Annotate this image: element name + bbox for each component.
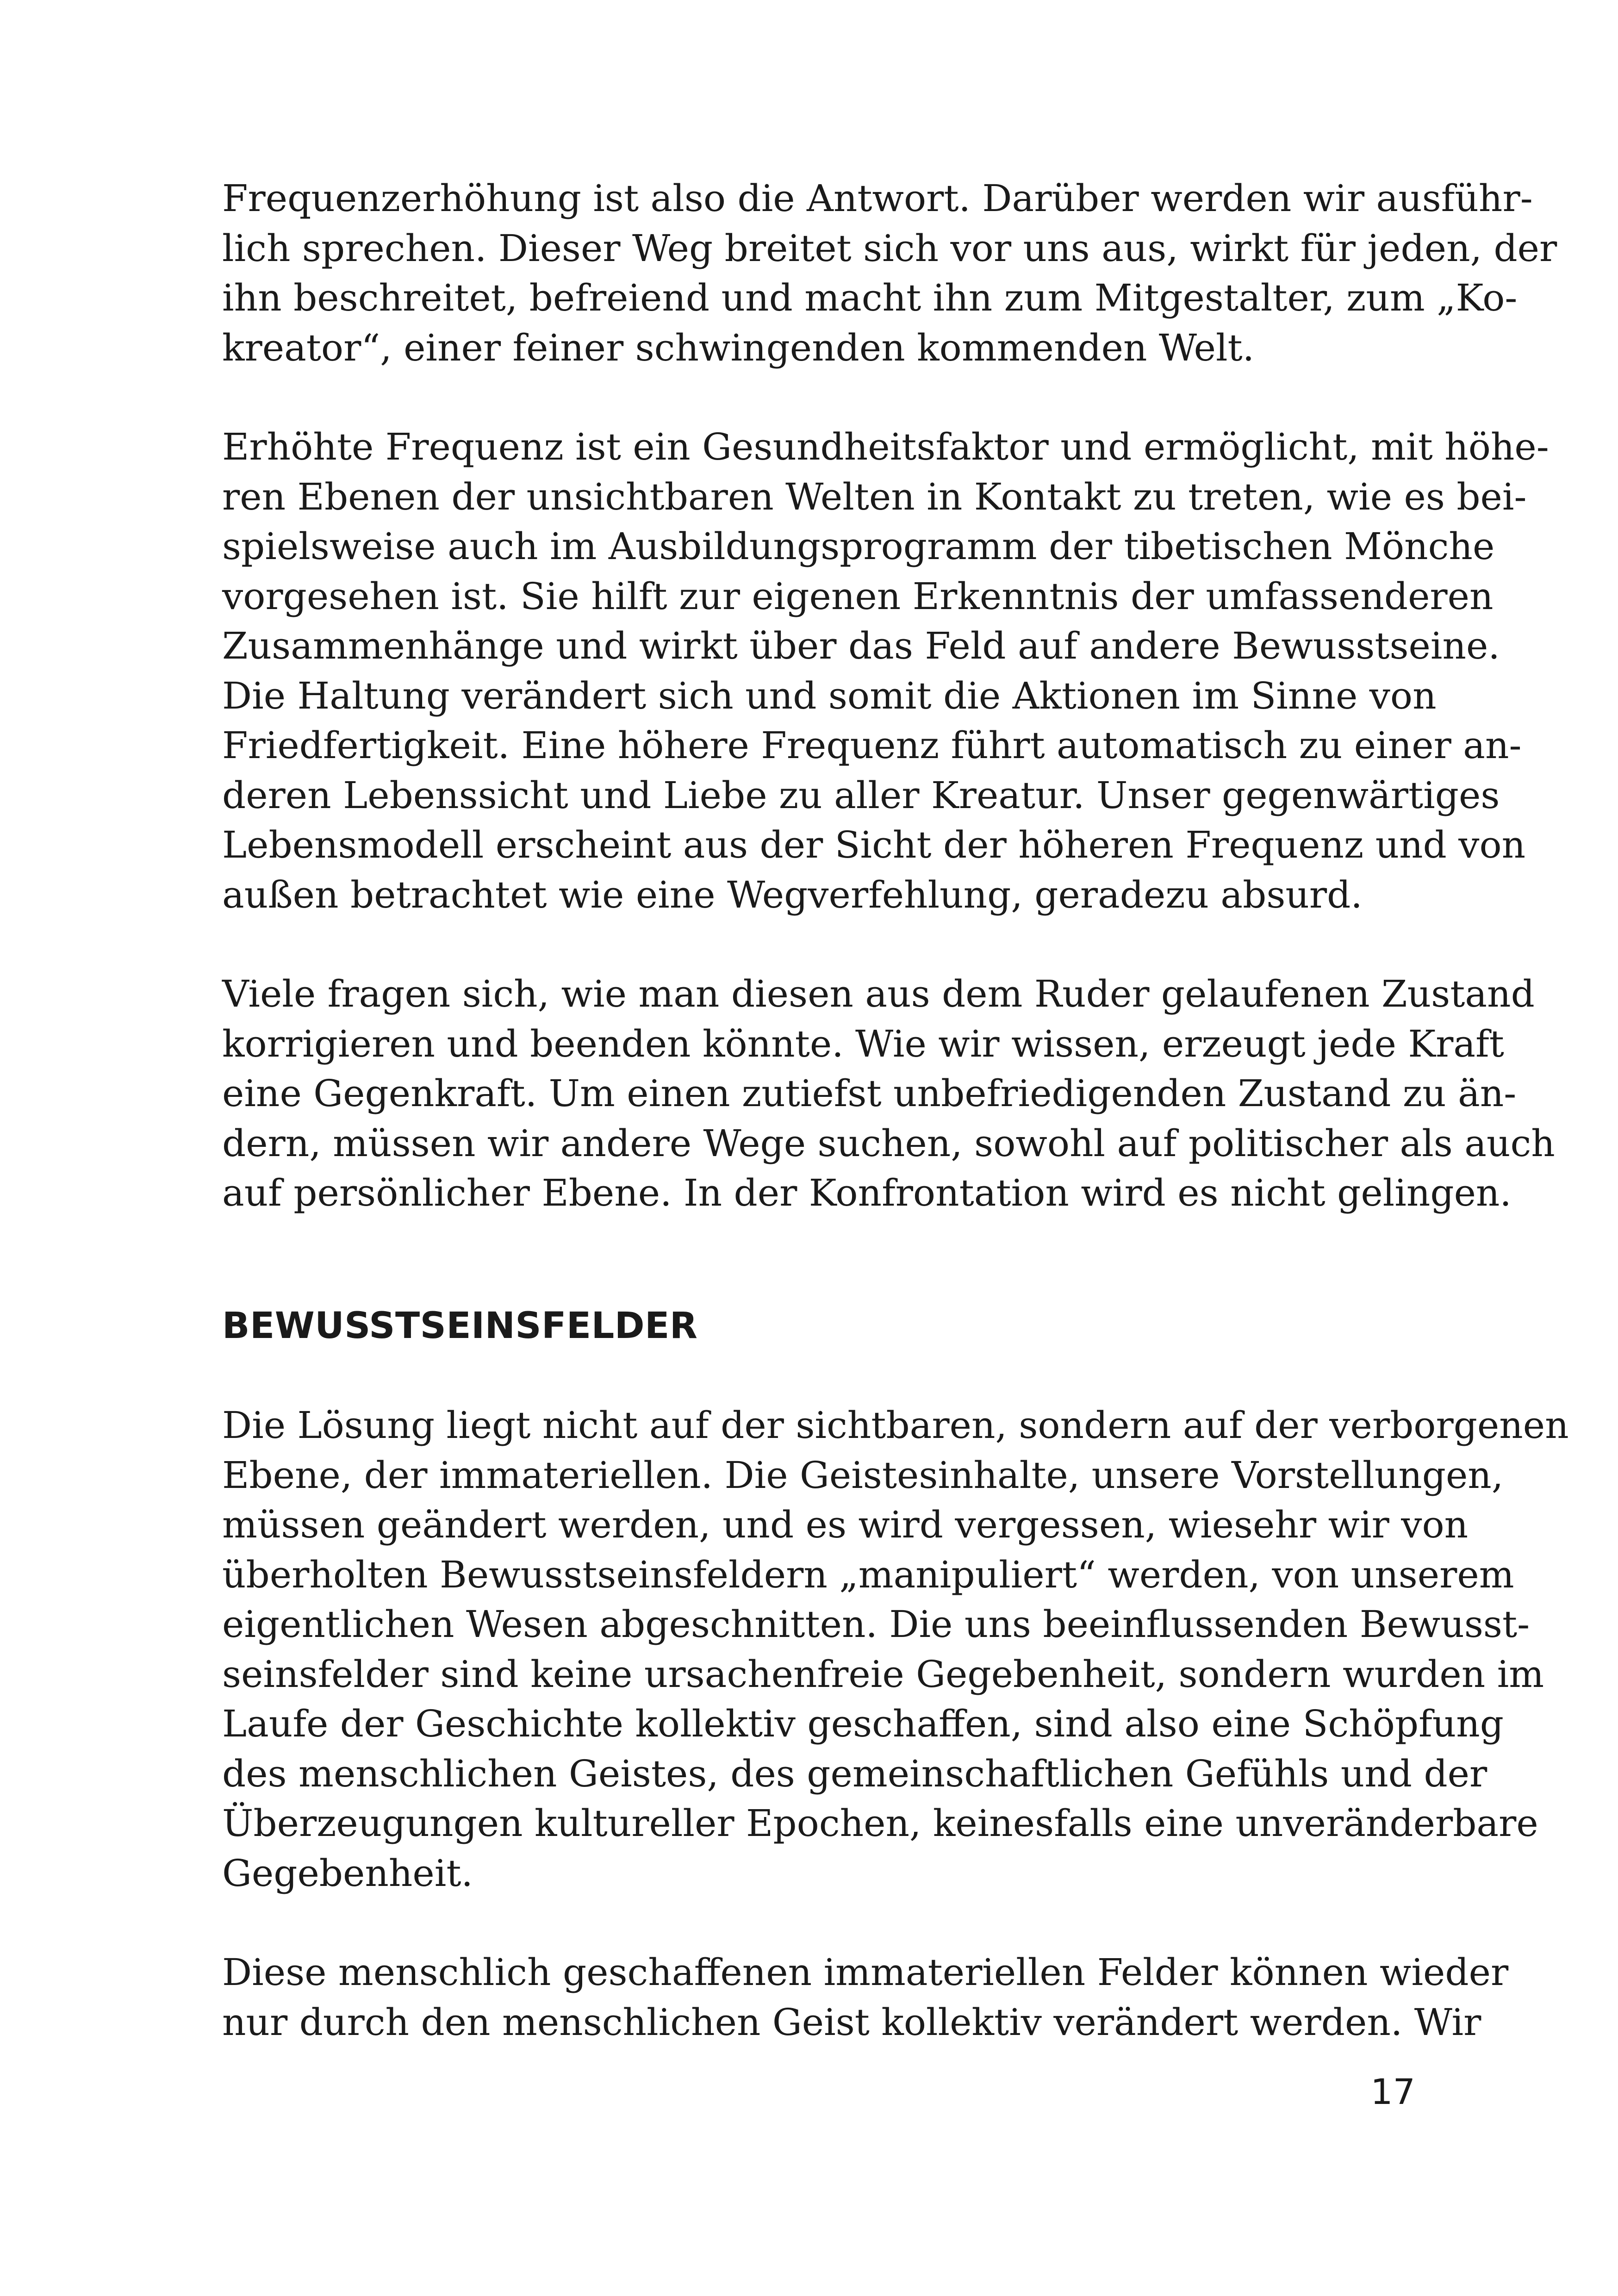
text-line: spielsweise auch im Ausbildungsprogramm der tibetischen Mönche — [222, 525, 1495, 568]
text-line: lich sprechen. Dieser Weg breitet sich vor uns aus, wirkt für jeden, der — [222, 226, 1557, 270]
text-line: kreator“, einer feiner schwingenden kommenden Welt. — [222, 326, 1255, 369]
text-line: dern, müssen wir andere Wege suchen, sowohl auf politischer als auch — [222, 1121, 1555, 1165]
text-line: auf persönlicher Ebene. In der Konfrontation wird es nicht gelingen. — [222, 1171, 1512, 1214]
text-line: seinsfelder sind keine ursachenfreie Gegebenheit, sondern wurden im — [222, 1652, 1544, 1696]
text-line: Gegebenheit. — [222, 1851, 473, 1895]
text-line: nur durch den menschlichen Geist kollektiv verändert werden. Wir — [222, 2000, 1481, 2044]
text-line: eigentlichen Wesen abgeschnitten. Die uns beeinflussenden Bewusst- — [222, 1603, 1530, 1646]
text-line: Diese menschlich geschaffenen immateriellen Felder können wieder — [222, 1951, 1509, 1994]
page-body — [222, 174, 1569, 2047]
text-line: Die Haltung verändert sich und somit die Aktionen im Sinne von — [222, 674, 1437, 717]
text-line: müssen geändert werden, und es wird vergessen, wiesehr wir von — [222, 1503, 1469, 1546]
text-line: Frequenzerhöhung ist also die Antwort. Darüber werden wir ausführ- — [222, 177, 1533, 220]
text-line: vorgesehen ist. Sie hilft zur eigenen Erkenntnis der umfassenderen — [222, 574, 1494, 618]
text-line: überholten Bewusstseinsfeldern „manipuliert“ werden, von unserem — [222, 1553, 1514, 1596]
text-line: korrigieren und beenden könnte. Wie wir wissen, erzeugt jede Kraft — [222, 1022, 1504, 1065]
text-line: Überzeugungen kultureller Epochen, keinesfalls eine unveränderbare — [222, 1802, 1538, 1845]
text-line: eine Gegenkraft. Um einen zutiefst unbefriedigenden Zustand zu än- — [222, 1072, 1517, 1115]
text-line: des menschlichen Geistes, des gemeinschaftlichen Gefühls und der — [222, 1752, 1487, 1795]
text-line: außen betrachtet wie eine Wegverfehlung, geradezu absurd. — [222, 873, 1363, 916]
paragraph-4 — [222, 1400, 1569, 1898]
paragraph-3 — [222, 969, 1555, 1218]
text-line: Laufe der Geschichte kollektiv geschaffen, sind also eine Schöpfung — [222, 1702, 1504, 1745]
text-line: Viele fragen sich, wie man diesen aus dem Ruder gelaufenen Zustand — [222, 972, 1535, 1015]
text-line: Lebensmodell erscheint aus der Sicht der höheren Frequenz und von — [222, 823, 1526, 866]
text-line: ihn beschreitet, befreiend und macht ihn zum Mitgestalter, zum „Ko- — [222, 276, 1518, 319]
text-line: Zusammenhänge und wirkt über das Feld auf andere Bewusstseine. — [222, 624, 1500, 667]
section-heading: BEWUSSTSEINSFELDER — [222, 1305, 698, 1347]
text-line: Erhöhte Frequenz ist ein Gesundheitsfaktor und ermöglicht, mit höhe- — [222, 425, 1549, 468]
text-line: Friedfertigkeit. Eine höhere Frequenz führt automatisch zu einer an- — [222, 724, 1522, 767]
text-line: Die Lösung liegt nicht auf der sichtbaren, sondern auf der verborgenen — [222, 1404, 1569, 1447]
text-line: ren Ebenen der unsichtbaren Welten in Kontakt zu treten, wie es bei- — [222, 475, 1527, 518]
text-line: Ebene, der immateriellen. Die Geistesinhalte, unsere Vorstellungen, — [222, 1453, 1504, 1497]
text-line: deren Lebenssicht und Liebe zu aller Kreatur. Unser gegenwärtiges — [222, 773, 1500, 817]
page-number: 17 — [1370, 2071, 1415, 2112]
paragraph-1 — [222, 174, 1557, 373]
paragraph-5 — [222, 1948, 1509, 2047]
paragraph-2 — [222, 422, 1549, 920]
